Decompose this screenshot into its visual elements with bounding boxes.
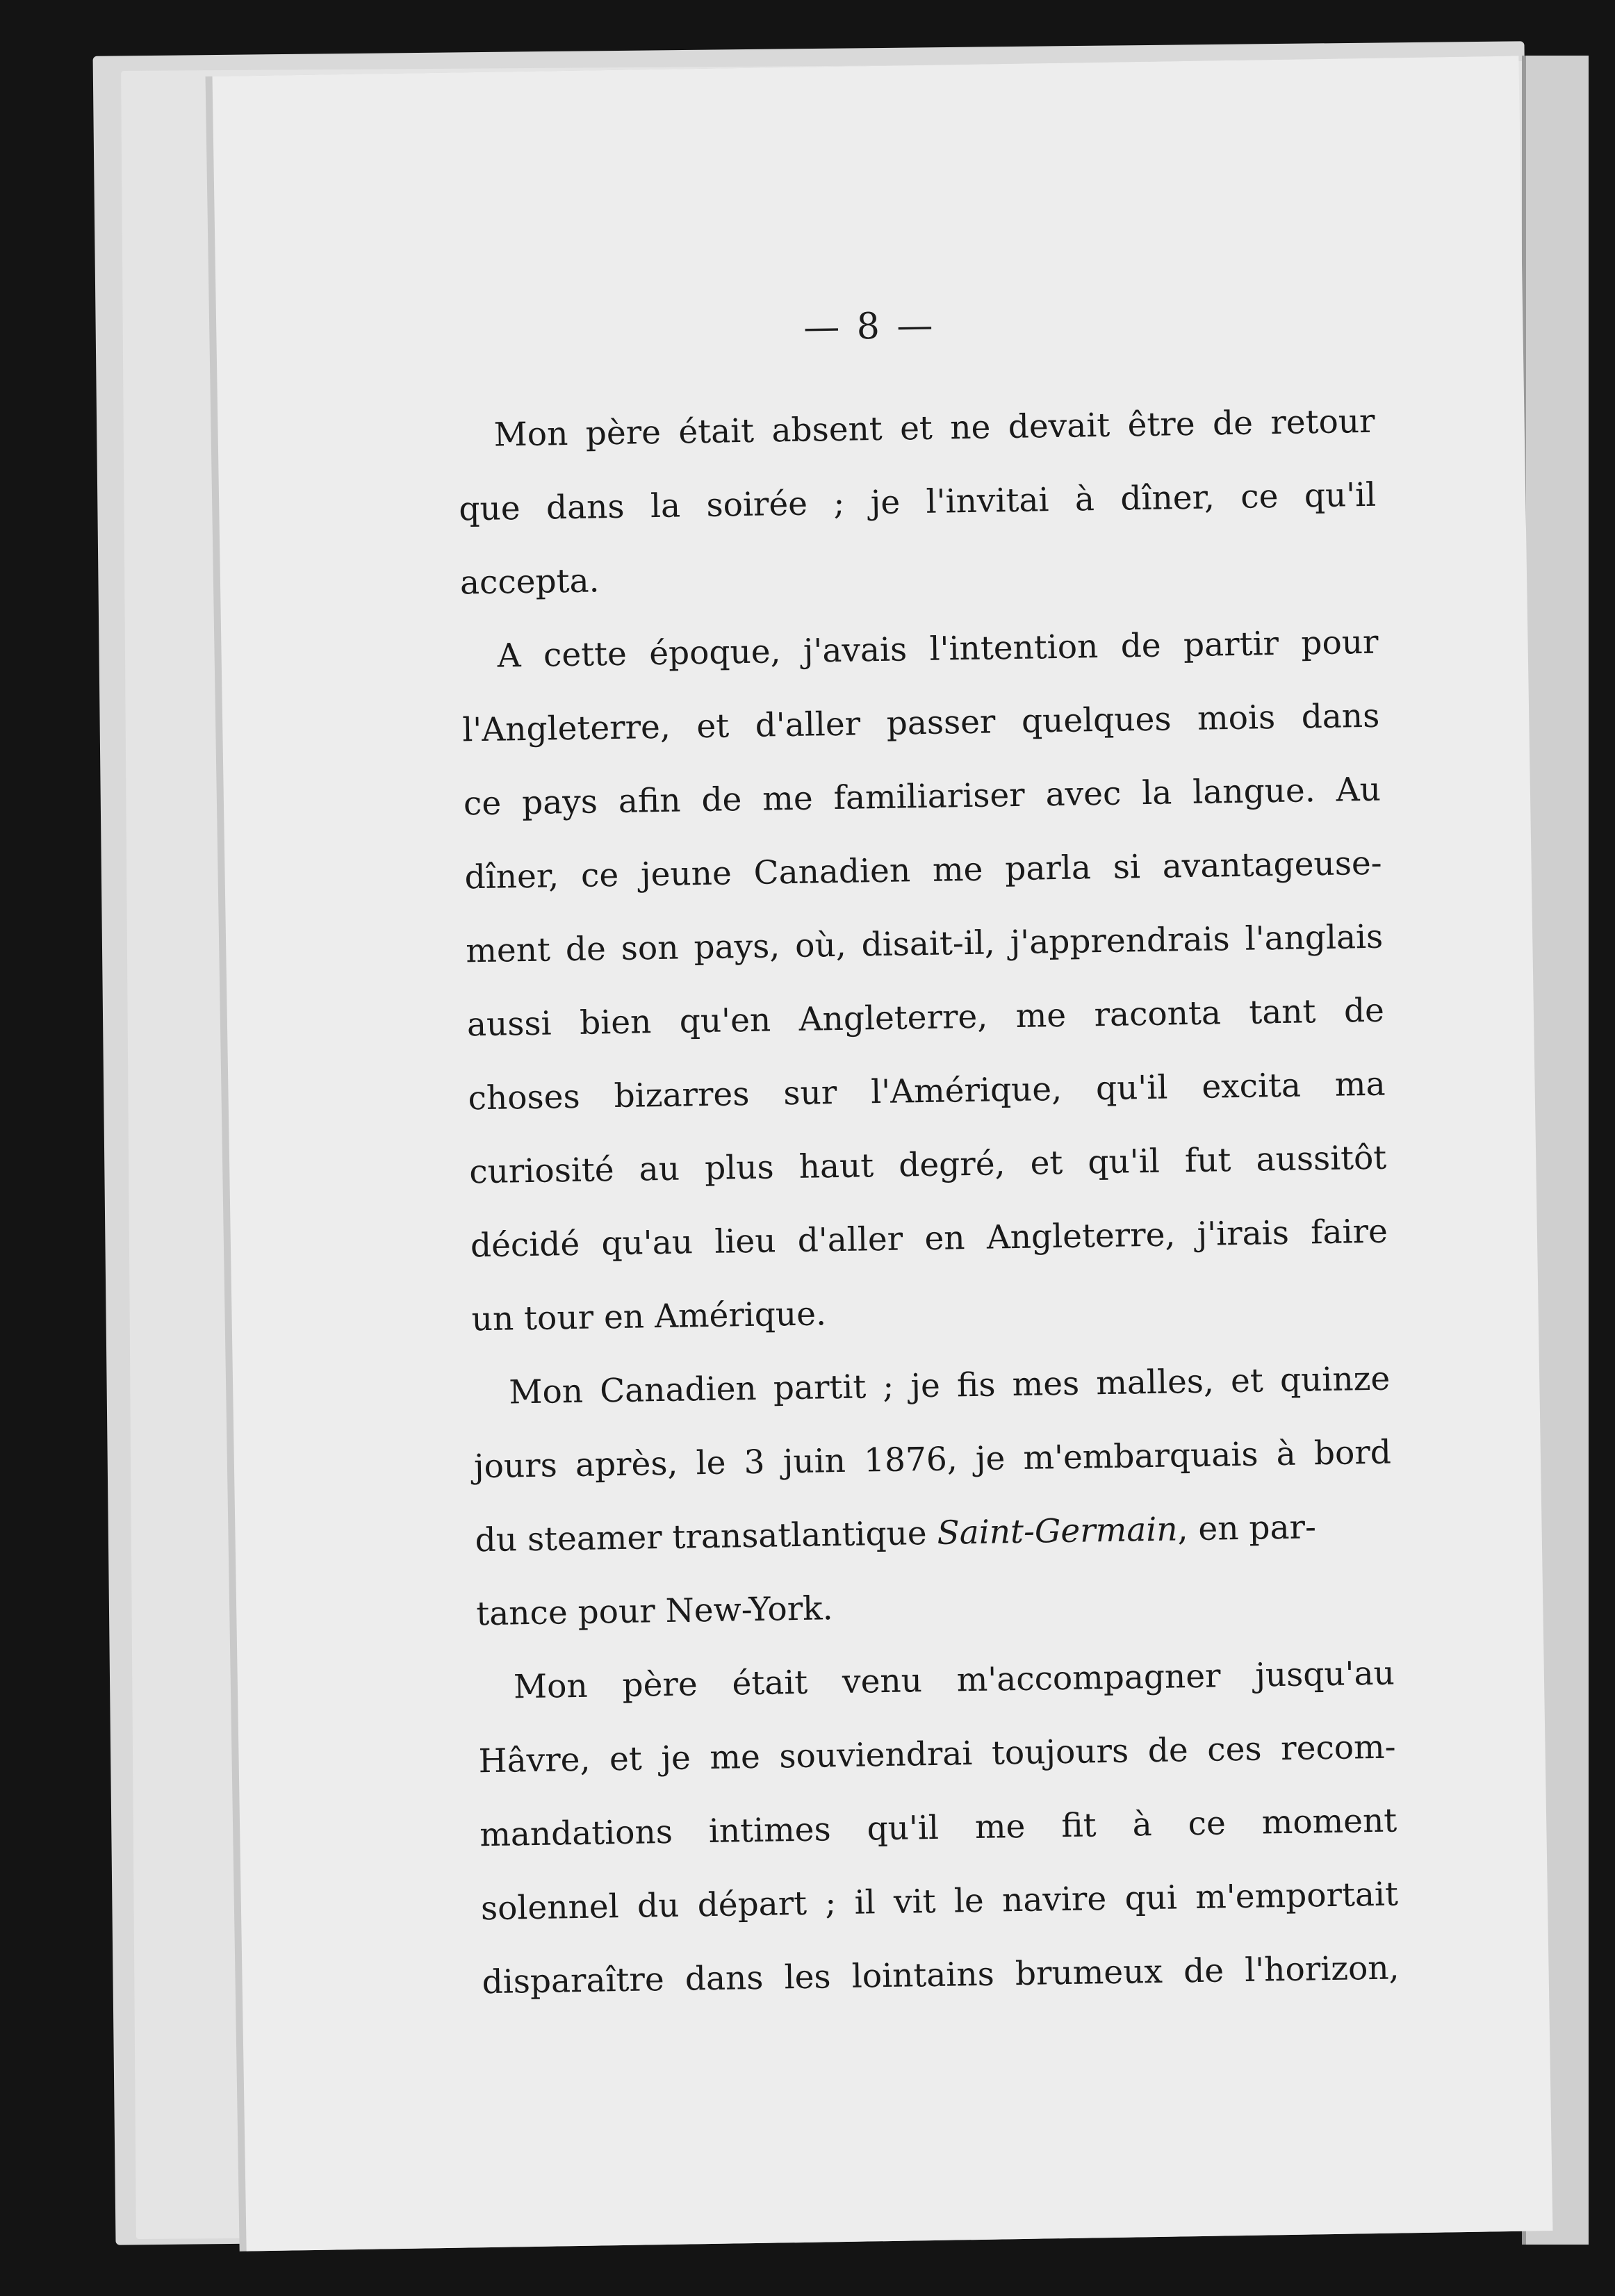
text-segment: du steamer transatlantique <box>475 1514 928 1560</box>
text-segment: , en par- <box>1177 1508 1317 1549</box>
text-line: A cette époque, j'avais l'intention de partir pour <box>497 623 1379 675</box>
ship-name: Saint-Germain <box>937 1510 1178 1552</box>
text-line: accepta. <box>459 561 600 602</box>
text-line: mandations intimes qu'il me fit à ce moment <box>479 1801 1397 1855</box>
text-line: aussi bien qu'en Angleterre, me raconta tant de <box>466 991 1385 1044</box>
text-line: ment de son pays, où, disait-il, j'apprendrais l'anglais <box>465 917 1384 971</box>
text-line: solennel du départ ; il vit le navire qui m'emportait <box>480 1875 1399 1928</box>
text-line: ce pays afin de me familiariser avec la langue. Au <box>463 770 1382 823</box>
text-line: Mon père était absent et ne devait être de retour <box>493 402 1375 454</box>
text-line: disparaître dans les lointains brumeux de l'horizon, <box>482 1949 1400 2002</box>
text-line: l'Angleterre, et d'aller passer quelques mois dans <box>461 696 1380 750</box>
text-line: que dans la soirée ; je l'invitai à dîner, ce qu'il <box>458 475 1377 529</box>
body-text <box>457 385 1400 2019</box>
text-line: tance pour New-York. <box>475 1589 834 1634</box>
text-line: un tour en Amérique. <box>471 1295 827 1339</box>
text-line: Hâvre, et je me souviendrai toujours de ces recom- <box>478 1728 1396 1781</box>
text-line: dîner, ce jeune Canadien me parla si avantageuse- <box>464 844 1382 897</box>
text-line: jours après, le 3 juin 1876, je m'embarquais à bord <box>473 1433 1392 1486</box>
book-page <box>213 56 1553 2251</box>
page-number: — 8 — <box>803 304 936 349</box>
text-line: curiosité au plus haut degré, et qu'il fut aussitôt <box>468 1138 1387 1192</box>
text-line: décidé qu'au lieu d'aller en Angleterre, j'irais faire <box>470 1212 1388 1265</box>
text-line-with-italic <box>475 1490 1393 1578</box>
text-line: Mon père était venu m'accompagner jusqu'au <box>513 1654 1395 1707</box>
text-line: choses bizarres sur l'Amérique, qu'il excita ma <box>468 1065 1386 1118</box>
text-line: Mon Canadien partit ; je fis mes malles, et quinze <box>508 1359 1391 1412</box>
